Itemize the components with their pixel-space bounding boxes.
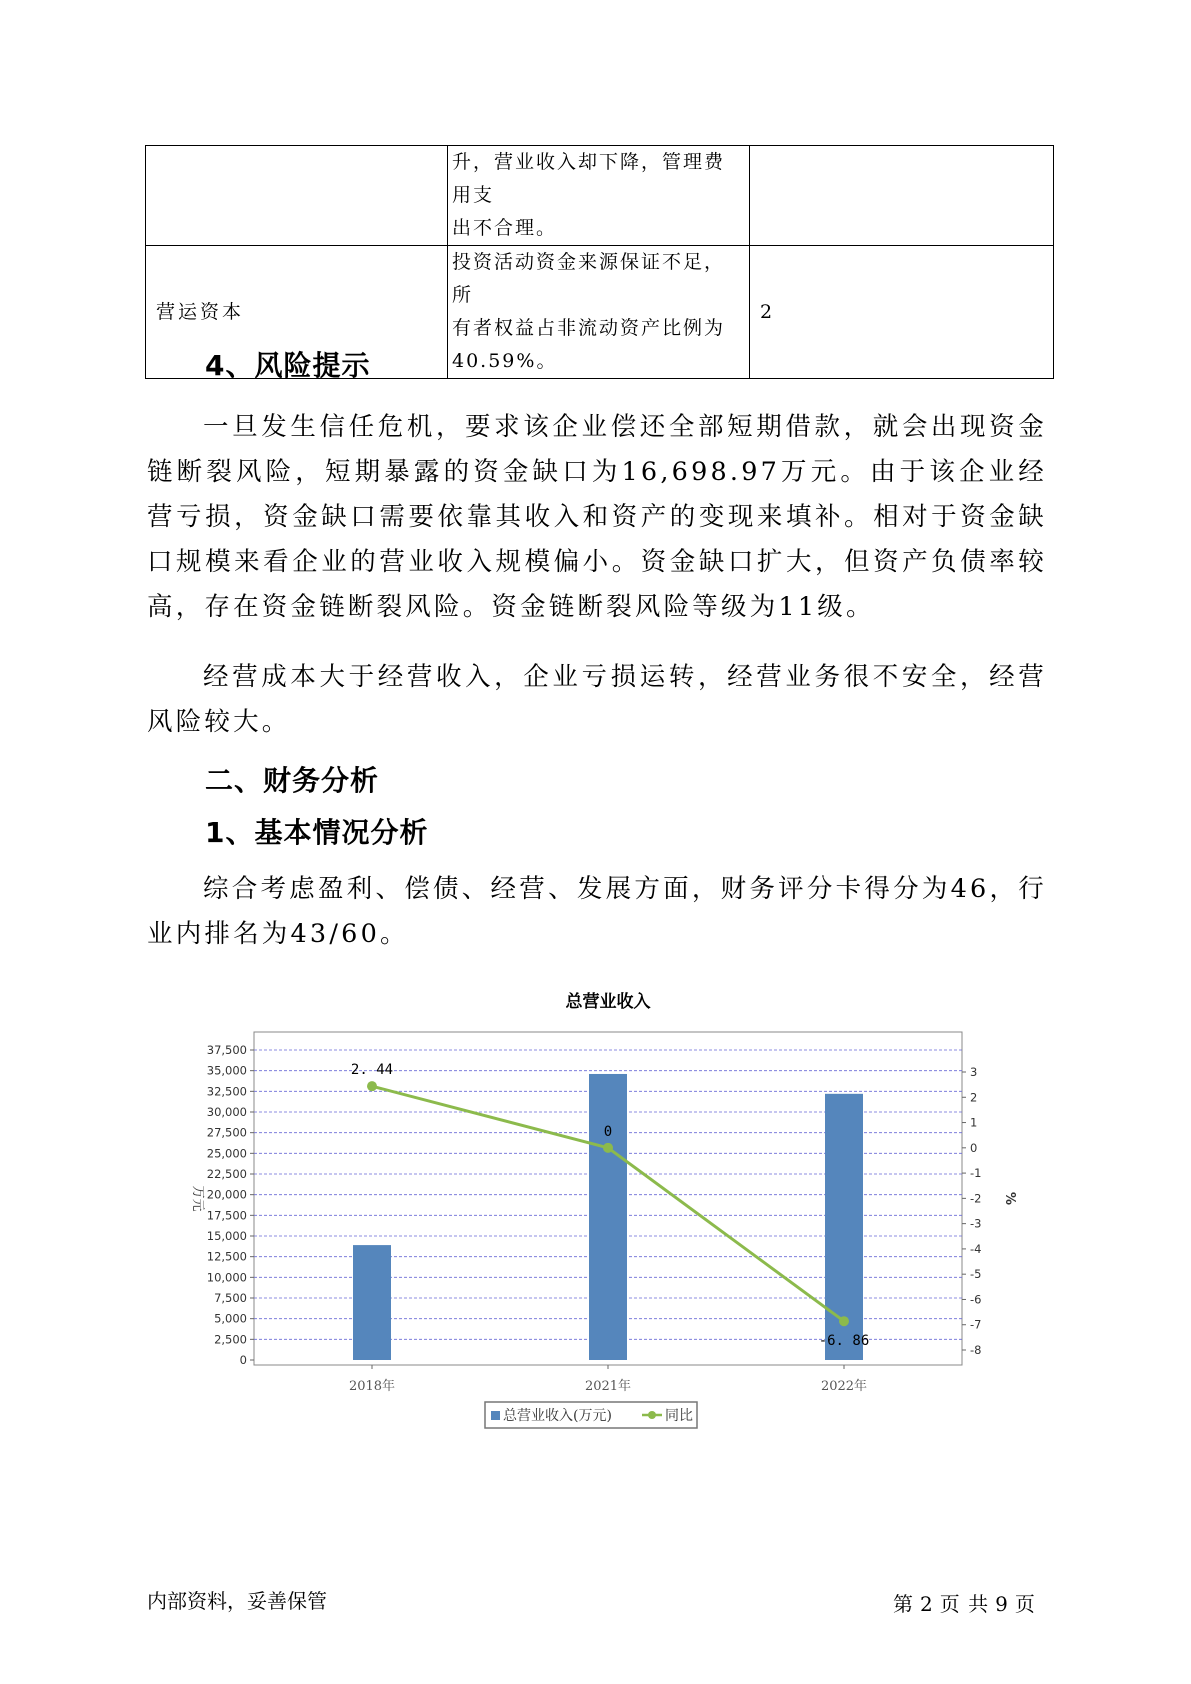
page-mid: 页 共: [939, 1592, 990, 1616]
basic-paragraph: 综合考虑盈利、偿债、经营、发展方面，财务评分卡得分为46，行业内排名为43/60。: [147, 874, 1047, 949]
y2-tick-label: 0: [970, 1140, 978, 1155]
y2-tick-label: -7: [970, 1317, 982, 1332]
page-prefix: 第: [893, 1592, 914, 1616]
y-tick-label: 37,500: [206, 1043, 247, 1057]
y-tick-label: 7,500: [214, 1291, 247, 1305]
y2-tick-label: 3: [970, 1065, 978, 1079]
legend-bar-swatch: [491, 1411, 500, 1420]
y2-tick-label: -1: [970, 1166, 982, 1181]
risk-paragraph-2: 经营成本大于经营收入，企业亏损运转，经营业务很不安全，经营风险较大。: [147, 662, 1047, 737]
y-axis-label: 万元: [190, 1185, 205, 1212]
revenue-chart: [180, 985, 1040, 1435]
line-point: [603, 1143, 613, 1153]
bar: [353, 1245, 391, 1360]
data-label: 2. 44: [350, 1062, 394, 1079]
y2-axis-label: %: [1002, 1191, 1017, 1206]
data-label: 0: [603, 1123, 613, 1140]
bar: [589, 1074, 627, 1360]
y-tick-label: 12,500: [206, 1249, 247, 1264]
legend-line-label: 同比: [665, 1408, 693, 1424]
y2-tick-label: -4: [970, 1241, 982, 1256]
page-suffix: 页: [1014, 1592, 1036, 1616]
y2-tick-label: -8: [970, 1343, 982, 1357]
x-tick-label: 2021年: [584, 1379, 632, 1394]
line-point: [839, 1316, 849, 1326]
section-heading-finance: 二、财务分析: [205, 764, 380, 797]
y2-tick-label: -3: [970, 1216, 982, 1231]
y-tick-label: 20,000: [206, 1187, 247, 1202]
risk-item-desc: 投资活动资金来源保证不足，所 有者权益占非流动资产比例为 40.59%。: [448, 246, 750, 379]
x-tick-label: 2022年: [820, 1379, 868, 1394]
page-total: 9: [995, 1592, 1009, 1616]
x-tick-label: 2018年: [348, 1379, 396, 1394]
risk-item-desc: 升，营业收入却下降，管理费用支 出不合理。: [448, 146, 750, 246]
y-tick-label: 25,000: [206, 1146, 247, 1161]
risk-item-score: 2: [750, 246, 1054, 379]
risk-item-name: [146, 146, 448, 246]
y-tick-label: 17,500: [206, 1208, 247, 1223]
page-current: 2: [920, 1592, 934, 1616]
risk-paragraph-1: 一旦发生信任危机，要求该企业偿还全部短期借款，就会出现资金链断裂风险，短期暴露的资金缺口为16,698.97万元。由于该企业经营亏损，资金缺口需要依靠其收入和资产的变现来填补。相对于资金缺口规模来看企业的营业收入规模偏小。资金缺口扩大，但资产负债率较高，存在资金链断裂风险。资金链断裂风险等级为11级。: [147, 412, 1047, 622]
y2-tick-label: -6: [970, 1292, 982, 1307]
y2-tick-label: 2: [970, 1090, 978, 1105]
risk-item-score: [750, 146, 1054, 246]
y-tick-label: 10,000: [206, 1270, 247, 1285]
data-label: -6. 86: [818, 1333, 870, 1350]
y2-tick-label: 1: [970, 1115, 978, 1130]
y-tick-label: 5,000: [214, 1311, 247, 1326]
line-point: [367, 1081, 377, 1091]
section-heading-risk: 4、风险提示: [205, 349, 371, 382]
y-tick-label: 30,000: [206, 1105, 247, 1119]
chart-title: 总营业收入: [565, 992, 651, 1012]
y2-tick-label: -2: [970, 1191, 982, 1206]
sub-heading-basic: 1、基本情况分析: [205, 816, 429, 849]
y-tick-label: 32,500: [206, 1084, 247, 1099]
y-tick-label: 27,500: [206, 1125, 247, 1140]
y-tick-label: 35,000: [206, 1063, 247, 1078]
y-tick-label: 15,000: [206, 1229, 247, 1243]
y-tick-label: 0: [239, 1353, 247, 1367]
legend-bar-label: 总营业收入(万元): [503, 1408, 612, 1424]
table-row: [146, 146, 1054, 246]
y-tick-label: 22,500: [206, 1167, 247, 1181]
y-tick-label: 2,500: [214, 1332, 247, 1347]
page-number: [893, 1588, 1036, 1617]
y2-tick-label: -5: [970, 1267, 982, 1282]
risk-item-name: 营运资本: [146, 246, 448, 379]
legend-line-marker: [648, 1411, 656, 1419]
footer-confidential: 内部资料，妥善保管: [147, 1589, 327, 1613]
